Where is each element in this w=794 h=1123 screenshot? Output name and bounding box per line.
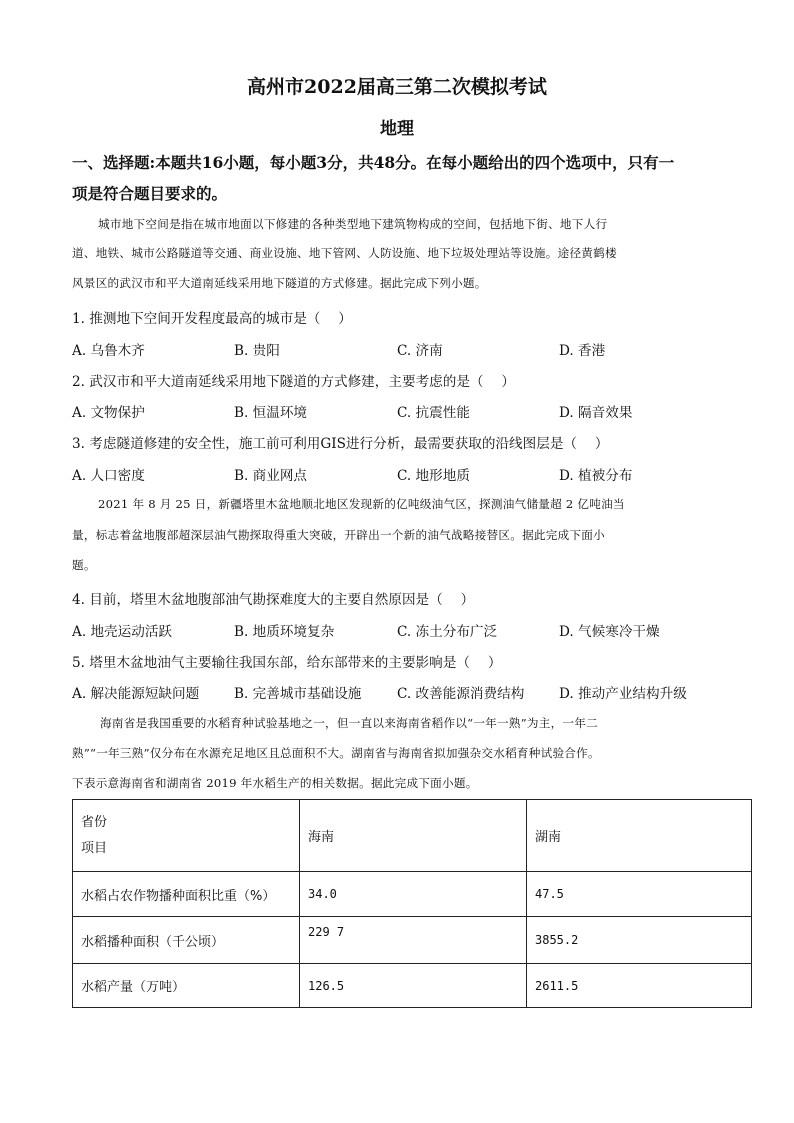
- table-cell-value: 2611.5: [527, 964, 752, 1008]
- section-heading-line2: 项是符合题目要求的。: [72, 184, 228, 203]
- question-4-option-d[interactable]: D. 气候寒冷干燥: [559, 624, 660, 640]
- passage1-line1: 城市地下空间是指在城市地面以下修建的各种类型地下建筑物构成的空间，包括地下街、地下人行: [98, 217, 608, 231]
- question-5-option-b[interactable]: B. 完善城市基础设施: [234, 686, 362, 702]
- question-4-option-b[interactable]: B. 地质环境复杂: [234, 624, 335, 640]
- table-cell-value: 34.0: [300, 872, 527, 917]
- question-2-stem: 2. 武汉市和平大道南延线采用地下隧道的方式修建，主要考虑的是（ ）: [72, 374, 516, 390]
- question-3-option-d[interactable]: D. 植被分布: [559, 468, 633, 484]
- question-4-stem: 4. 目前，塔里木盆地腹部油气勘探难度大的主要自然原因是（ ）: [72, 592, 475, 608]
- table-column-hainan: 海南: [300, 800, 527, 872]
- passage2-line1: 2021 年 8 月 25 日，新疆塔里木盆地顺北地区发现新的亿吨级油气区，探测油气储量超 2 亿吨油当: [98, 497, 625, 511]
- table-cell-value: 47.5: [527, 872, 752, 917]
- passage1-line3: 风景区的武汉市和平大道南延线采用地下隧道的方式修建。据此完成下列小题。: [72, 276, 487, 290]
- table-row: [73, 917, 752, 964]
- question-2-option-a[interactable]: A. 文物保护: [72, 405, 145, 421]
- table-header-row: [73, 800, 752, 872]
- table-row-label: 水稻占农作物播种面积比重（%）: [73, 872, 300, 917]
- question-2-option-b[interactable]: B. 恒温环境: [234, 405, 308, 421]
- table-header-province: 省份: [81, 814, 108, 830]
- question-1-stem: 1. 推测地下空间开发程度最高的城市是（ ）: [72, 311, 352, 327]
- question-1-option-a[interactable]: A. 乌鲁木齐: [72, 343, 145, 359]
- question-5-option-c[interactable]: C. 改善能源消费结构: [397, 686, 525, 702]
- table-header-item: 项目: [81, 840, 108, 856]
- question-4-option-a[interactable]: A. 地壳运动活跃: [72, 624, 173, 640]
- question-3-option-a[interactable]: A. 人口密度: [72, 468, 145, 484]
- passage2-line3: 题。: [72, 558, 96, 572]
- subject-title: 地理: [380, 119, 414, 139]
- table-row: [73, 872, 752, 917]
- table-cell-value: 126.5: [300, 964, 527, 1008]
- passage3-line1: 海南省是我国重要的水稻育种试验基地之一，但一直以来海南省稻作以“一年一熟”为主，一年二: [100, 716, 598, 730]
- section-heading-line1: 一、选择题:本题共16小题，每小题3分，共48分。在每小题给出的四个选项中，只有一: [72, 153, 675, 172]
- question-3-option-b[interactable]: B. 商业网点: [234, 468, 308, 484]
- passage2-line2: 量，标志着盆地腹部超深层油气勘探取得重大突破，开辟出一个新的油气战略接替区。据此完成下面小: [72, 528, 605, 542]
- table-row: [73, 964, 752, 1008]
- table-column-hunan: 湖南: [527, 800, 752, 872]
- question-2-option-d[interactable]: D. 隔音效果: [559, 405, 633, 421]
- question-3-option-c[interactable]: C. 地形地质: [397, 468, 470, 484]
- table-cell-value: 3855.2: [527, 917, 752, 964]
- question-2-option-c[interactable]: C. 抗震性能: [397, 405, 470, 421]
- table-cell-value: 229 7: [300, 917, 527, 964]
- question-1-option-d[interactable]: D. 香港: [559, 343, 606, 359]
- rice-data-table: [72, 799, 752, 1008]
- question-3-stem: 3. 考虑隧道修建的安全性，施工前可利用GIS进行分析，最需要获取的沿线图层是（ ）: [72, 436, 609, 452]
- question-5-option-d[interactable]: D. 推动产业结构升级: [559, 686, 687, 702]
- question-1-option-c[interactable]: C. 济南: [397, 343, 443, 359]
- question-1-option-b[interactable]: B. 贵阳: [234, 343, 280, 359]
- passage3-line2: 熟”“一年三熟”仅分布在水源充足地区且总面积不大。湖南省与海南省拟加强杂交水稻育种试验合作。: [72, 746, 600, 760]
- passage1-line2: 道、地铁、城市公路隧道等交通、商业设施、地下管网、人防设施、地下垃圾处理站等设施。途径黄鹤楼: [72, 246, 617, 260]
- table-corner-cell: [73, 800, 300, 872]
- question-5-option-a[interactable]: A. 解决能源短缺问题: [72, 686, 200, 702]
- table-row-label: 水稻产量（万吨）: [73, 964, 300, 1008]
- question-5-stem: 5. 塔里木盆地油气主要输往我国东部，给东部带来的主要影响是（ ）: [72, 655, 502, 671]
- table-row-label: 水稻播种面积（千公顷）: [73, 917, 300, 964]
- question-4-option-c[interactable]: C. 冻土分布广泛: [397, 624, 498, 640]
- page-title: 高州市2022届高三第二次模拟考试: [247, 76, 547, 98]
- passage3-line3: 下表示意海南省和湖南省 2019 年水稻生产的相关数据。据此完成下面小题。: [72, 776, 478, 790]
